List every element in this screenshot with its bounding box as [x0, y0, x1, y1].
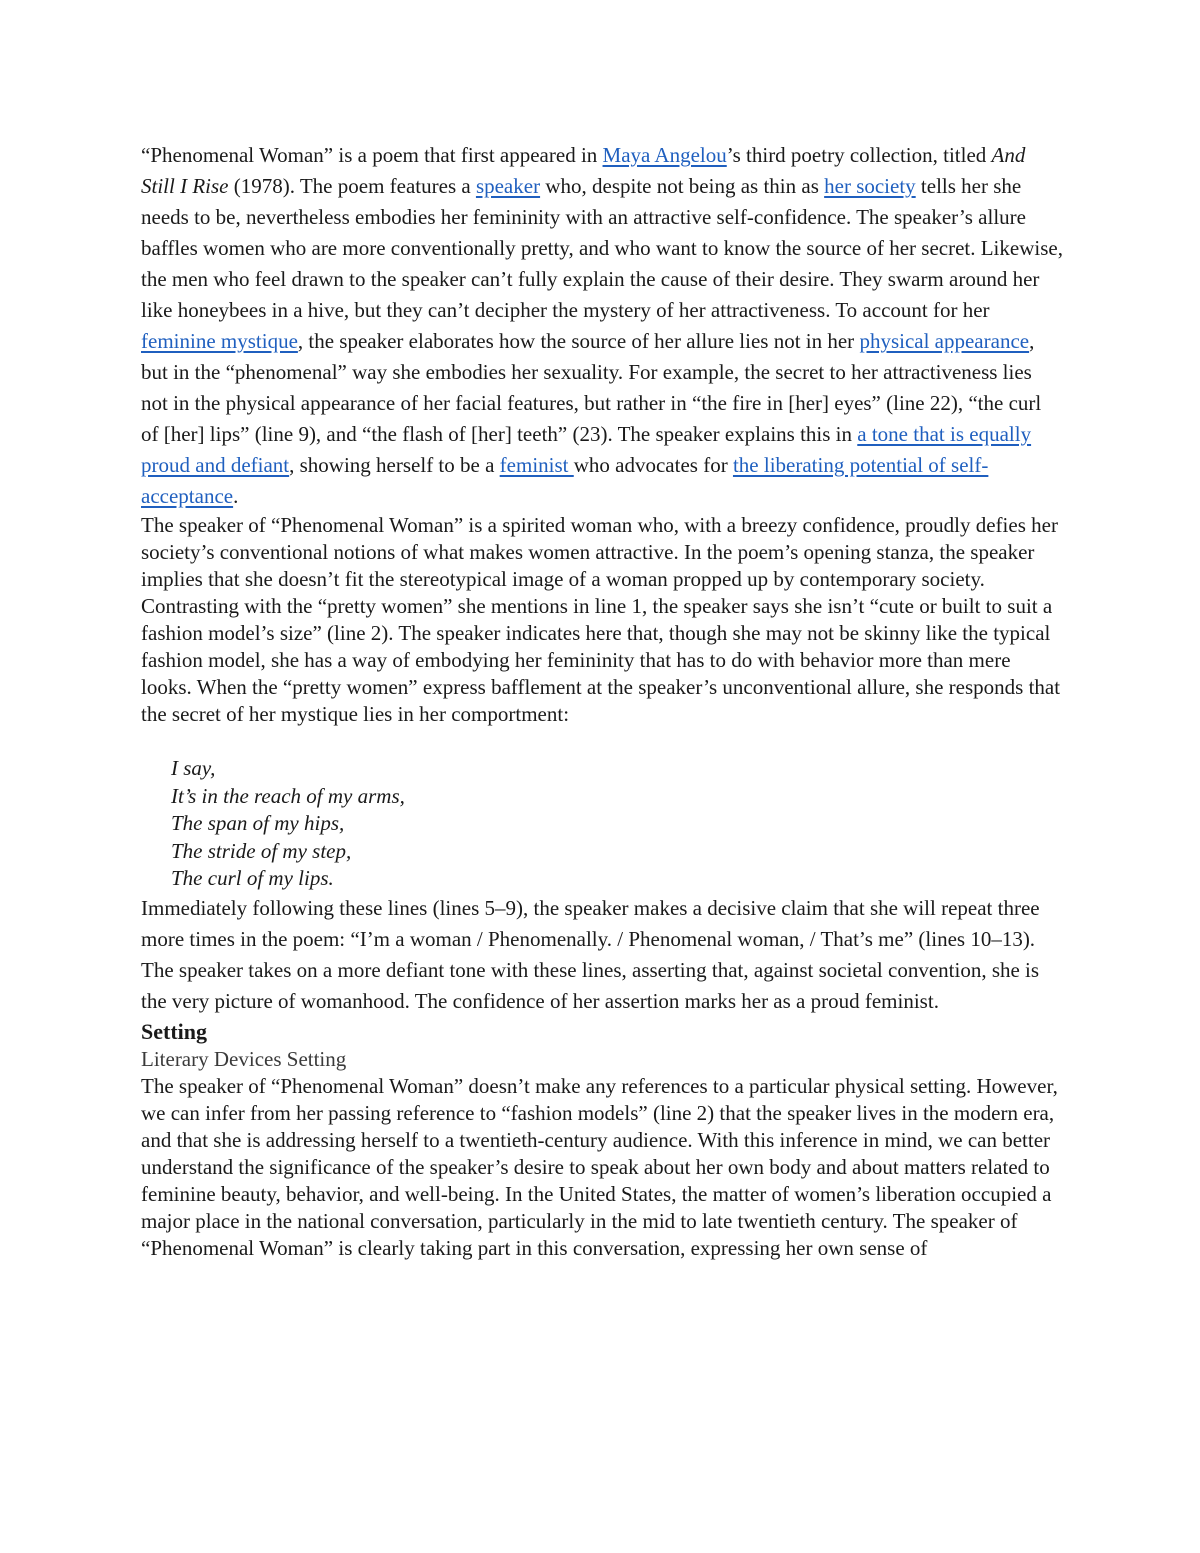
setting-subheading: Literary Devices Setting [141, 1046, 347, 1071]
verse-line: It’s in the reach of my arms, [171, 783, 405, 808]
speaker-paragraph: The speaker of “Phenomenal Woman” is a spirited woman who, with a breezy confidence, proudly defies her society’s conventional notions of what makes women attractive. In the poem’s opening stanza, the speaker implies that she doesn’t fit the stereotypical image of a woman propped up by contemporary society. Contrasting with the “pretty women” she mentions in line 1, the speaker says she isn’t “cute or built to suit a fashion model’s size” (line 2). The speaker indicates here that, though she may not be skinny like the typical fashion model, she has a way of embodying her femininity that has to do with behavior more than mere looks. When the “pretty women” express bafflement at the speaker’s unconventional allure, she responds that the secret of her mystique lies in her comportment: [141, 513, 1061, 726]
intro-paragraph [141, 140, 1063, 512]
setting-heading: Setting [141, 1018, 207, 1044]
link-tone[interactable]: a tone that is equally proud and defiant [141, 422, 1032, 477]
poem-excerpt [171, 755, 1063, 893]
verse-line: I say, [171, 756, 216, 780]
intro-text-7: , but in the “phenomenal” way she embodies her sexuality. For example, the secret to her attractiveness lies not in the physical appearance of her facial features, but rather in “the fire in [her] eyes” (line 22), “the curl of [her] lips” (line 9), and “the flash of [her] teeth” (23). The speaker explains this in [141, 329, 1042, 446]
intro-text-3: (1978). The poem features a [228, 174, 476, 198]
link-speaker[interactable]: speaker [475, 174, 541, 198]
verse-line: The span of my hips, [171, 811, 345, 835]
intro-text-10: . [233, 484, 239, 508]
intro-text-4: who, despite not being as thin as [540, 174, 825, 198]
intro-text-6: , the speaker elaborates how the source of her allure lies not in her [297, 329, 860, 353]
link-her-society[interactable]: her society [824, 174, 916, 198]
intro-text-2: ’s third poetry collection, titled [726, 143, 992, 167]
intro-text-9: who advocates for [573, 453, 733, 477]
book-title: And Still I Rise [141, 143, 1026, 198]
link-feminine-mystique[interactable]: feminine mystique [141, 329, 298, 353]
intro-text-1: “Phenomenal Woman” is a poem that first appeared in [141, 143, 603, 167]
intro-text-8: , showing herself to be a [289, 453, 500, 477]
setting-paragraph: The speaker of “Phenomenal Woman” doesn’t make any references to a particular physical setting. However, we can infer from her passing reference to “fashion models” (line 2) that the speaker lives in the modern era, and that she is addressing herself to a twentieth-century audience. With this inference in mind, we can better understand the significance of the speaker’s desire to speak about her own body and about matters related to feminine beauty, behavior, and well-being. In the United States, the matter of women’s liberation occupied a major place in the national conversation, particularly in the mid to late twentieth century. The speaker of “Phenomenal Woman” is clearly taking part in this conversation, expressing her own sense of [141, 1073, 1058, 1260]
verse-line: The stride of my step, [171, 838, 352, 863]
verse-line: The curl of my lips. [171, 866, 334, 890]
document-page [141, 140, 1063, 1262]
intro-text-5: tells her she needs to be, nevertheless embodies her femininity with an attractive self-confidence. The speaker’s allure baffles women who are more conventionally pretty, and who want to know the source of her secret. Likewise, the men who feel drawn to the speaker can’t fully explain the cause of their desire. They swarm around her like honeybees in a hive, but they can’t decipher the mystery of her attractiveness. To account for her [141, 174, 1063, 322]
link-feminist[interactable]: feminist [499, 453, 574, 477]
link-physical-appearance[interactable]: physical appearance [859, 329, 1030, 353]
following-paragraph: Immediately following these lines (lines 5–9), the speaker makes a decisive claim that she will repeat three more times in the poem: “I’m a woman / Phenomenally. / Phenomenal woman, / That’s me” (lines 10–13). The speaker takes on a more defiant tone with these lines, asserting that, against societal convention, she is the very picture of womanhood. The confidence of her assertion marks her as a proud feminist. [141, 895, 1040, 1013]
link-liberating-potential[interactable]: the liberating potential of self-acceptance [141, 453, 989, 508]
link-maya-angelou[interactable]: Maya Angelou [602, 143, 727, 167]
